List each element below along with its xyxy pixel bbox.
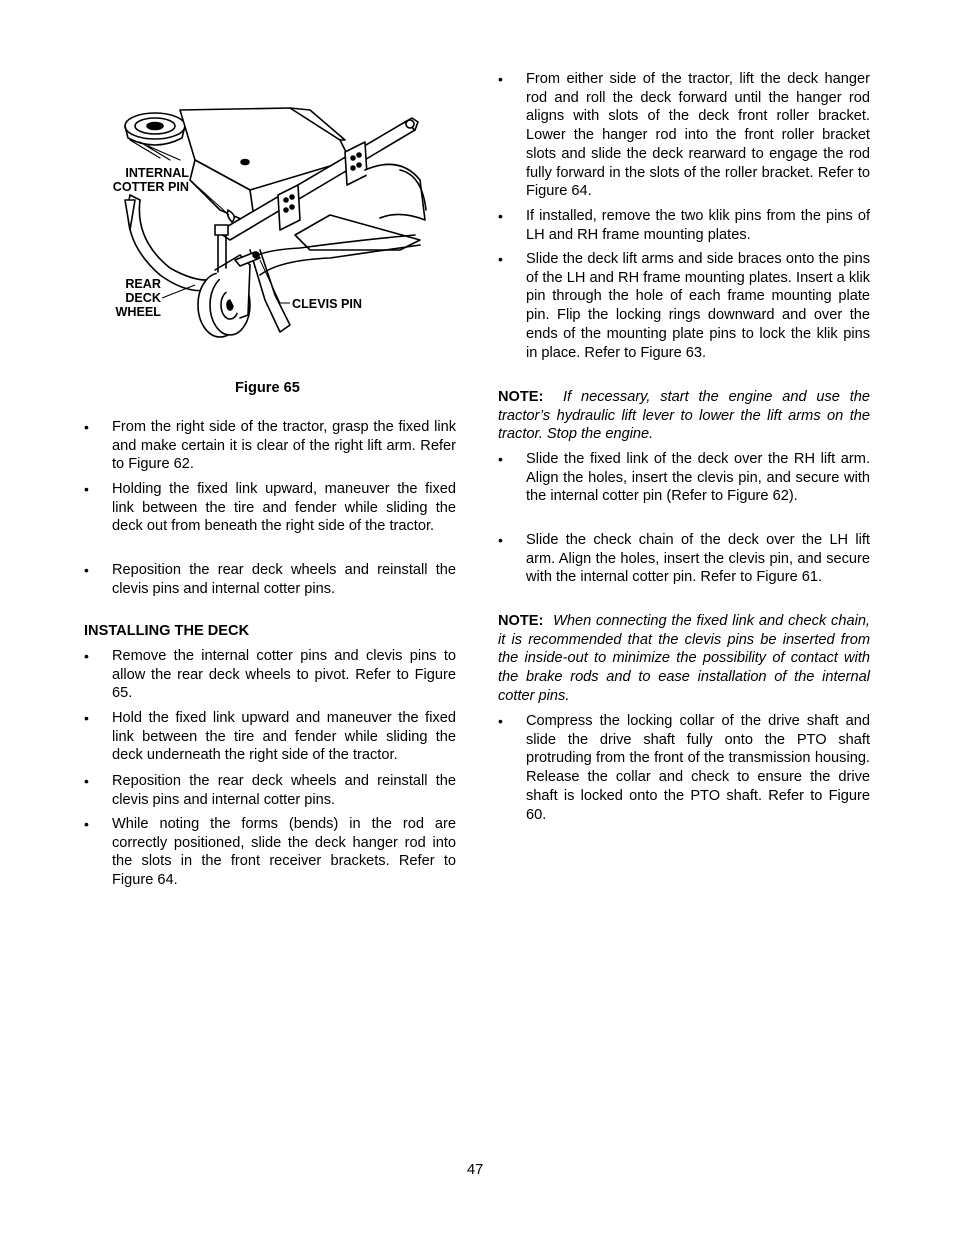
list-item: • Slide the check chain of the deck over the LH lift arm. Align the holes, insert the clevis pin, and secure with the internal cotter pin. Refer to Figure 61. xyxy=(498,532,870,586)
callout-clevis-pin: CLEVIS PIN xyxy=(292,297,362,311)
bullet-icon: • xyxy=(84,562,89,578)
note-paragraph xyxy=(498,612,870,706)
callout-rear-deck-wheel: REAR DECK WHEEL xyxy=(115,277,161,319)
list-item: • From either side of the tractor, lift the deck hanger rod and roll the deck forward until the hanger rod aligns with slots of the deck front roller bracket. Lower the hanger rod into the front roller bracket slots and slide the deck rearward to engage the rod fully forward in the slots of the roller bracket. Refer to Figure 64. xyxy=(498,71,870,200)
bullet-icon: • xyxy=(498,713,503,729)
bullet-icon: • xyxy=(84,816,89,832)
list-item: • While noting the forms (bends) in the rod are correctly positioned, slide the deck hanger rod into the slots in the front receiver brackets. Refer to Figure 64. xyxy=(84,816,456,889)
bullet-icon: • xyxy=(498,451,503,467)
section-heading: INSTALLING THE DECK xyxy=(84,623,250,639)
figure-65 xyxy=(100,100,440,350)
list-item: • Remove the internal cotter pins and clevis pins to allow the rear deck wheels to pivot. Refer to Figure 65. xyxy=(84,648,456,702)
note-paragraph xyxy=(498,388,870,444)
callout-internal-cotter-pin-line2: COTTER PIN xyxy=(112,180,189,194)
list-item: • Holding the fixed link upward, maneuver the fixed link between the tire and fender while sliding the deck out from beneath the right side of the tractor. xyxy=(84,481,456,535)
list-item: • If installed, remove the two klik pins from the pins of LH and RH frame mounting plates. xyxy=(498,208,870,243)
page-number: 47 xyxy=(467,1162,484,1178)
list-item: • Slide the deck lift arms and side braces onto the pins of the LH and RH frame mounting plates. Insert a klik pin through the hole of each frame mounting plate pin. Flip the locking rings downward and over the ends of the mounting plate pins to lock the klik pins in place. Refer to Figure 63. xyxy=(498,251,870,361)
list-item: • Hold the fixed link upward and maneuver the fixed link between the tire and fender while sliding the deck underneath the right side of the tractor. xyxy=(84,710,456,764)
list-item: • From the right side of the tractor, grasp the fixed link and make certain it is clear of the right lift arm. Refer to Figure 62. xyxy=(84,419,456,473)
list-item: • Reposition the rear deck wheels and reinstall the clevis pins and internal cotter pins. xyxy=(84,562,456,597)
bullet-icon: • xyxy=(498,71,503,87)
bullet-icon: • xyxy=(84,710,89,726)
bullet-icon: • xyxy=(84,773,89,789)
list-item: • Reposition the rear deck wheels and reinstall the clevis pins and internal cotter pins. xyxy=(84,773,456,808)
bullet-icon: • xyxy=(498,208,503,224)
bullet-icon: • xyxy=(84,481,89,497)
bullet-icon: • xyxy=(498,251,503,267)
note-label: NOTE: xyxy=(498,613,544,629)
bullet-icon: • xyxy=(498,532,503,548)
note-text: If necessary, start the engine and use the tractor’s hydraulic lift lever to lower the lift arms on the tractor. Stop the engine. xyxy=(498,389,871,443)
note-text: When connecting the fixed link and check chain, it is recommended that the clevis pins be inserted from the inside-out to minimize the possibility of contact with the brake rods and to ease installation of the internal cotter pins. xyxy=(498,613,870,704)
note-label: NOTE: xyxy=(498,389,544,405)
bullet-icon: • xyxy=(84,648,89,664)
list-item: • Slide the fixed link of the deck over the RH lift arm. Align the holes, insert the clevis pin, and secure with the internal cotter pin (Refer to Figure 62). xyxy=(498,451,870,505)
bullet-icon: • xyxy=(84,419,89,435)
figure-caption: Figure 65 xyxy=(235,380,300,396)
callout-internal-cotter-pin: INTERNAL xyxy=(125,166,189,180)
list-item: • Compress the locking collar of the drive shaft and slide the drive shaft fully onto the PTO shaft protruding from the front of the transmission housing. Release the collar and check to ensure the drive shaft is locked onto the PTO shaft. Refer to Figure 60. xyxy=(498,713,870,823)
